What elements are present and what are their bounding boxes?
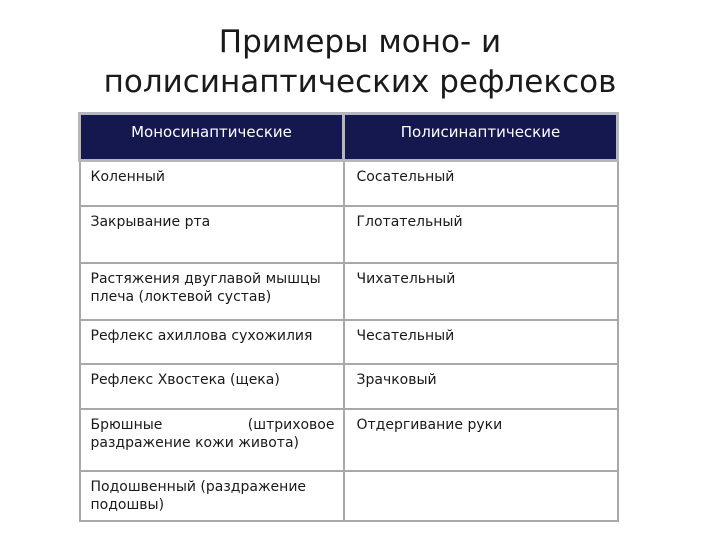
table-row [80,364,618,409]
table-row [80,263,618,320]
poly-reflex-text: Чихательный [356,271,456,287]
header-monosynaptic [80,114,344,161]
poly-reflex-cell-empty [344,471,618,521]
mono-reflex-text: Коленный [90,169,166,185]
poly-reflex-cell [344,206,618,263]
mono-reflex-cell [80,364,344,409]
slide-title-line-2: полисинаптических рефлексов [103,64,617,100]
mono-reflex-cell [80,409,344,471]
mono-reflex-text: Подошвенный (раздражение подошвы) [90,479,307,513]
reflex-comparison-table [78,112,619,522]
mono-reflex-text: Брюшные (штриховое раздражение кожи живота) [90,417,335,451]
mono-reflex-text: Рефлекс ахиллова сухожилия [90,328,313,344]
poly-reflex-cell [344,364,618,409]
slide-title-line-1: Примеры моно- и [218,24,502,60]
mono-reflex-cell [80,206,344,263]
poly-reflex-cell [344,409,618,471]
poly-reflex-text: Сосательный [356,169,455,185]
mono-reflex-text: Растяжения двуглавой мышцы плеча (локтевой сустав) [90,271,321,305]
header-monosynaptic-label: Моносинаптические [131,123,292,141]
table-row [80,320,618,364]
table-row [80,161,618,207]
poly-reflex-text: Чесательный [356,328,455,344]
poly-reflex-cell [344,263,618,320]
poly-reflex-cell [344,161,618,207]
slide-title [60,22,660,102]
poly-reflex-text: Глотательный [356,214,463,230]
mono-reflex-cell [80,471,344,521]
table-row [80,206,618,263]
mono-reflex-text: Рефлекс Хвостека (щека) [90,372,280,388]
mono-reflex-text: Закрывание рта [90,214,211,230]
poly-reflex-cell [344,320,618,364]
poly-reflex-text: Зрачковый [356,372,437,388]
mono-reflex-cell [80,320,344,364]
header-polysynaptic-label: Полисинаптические [400,123,561,141]
header-polysynaptic [344,114,618,161]
table-row [80,409,618,471]
table-row [80,471,618,521]
mono-reflex-cell [80,161,344,207]
poly-reflex-text: Отдергивание руки [356,417,503,433]
table-header-row [80,114,618,161]
mono-reflex-cell [80,263,344,320]
